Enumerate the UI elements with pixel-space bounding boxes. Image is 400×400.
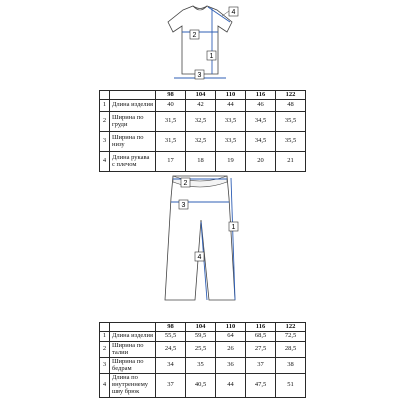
cell-value: 34,5: [246, 112, 276, 132]
cell-value: 40,5: [186, 374, 216, 398]
cell-value: 38: [276, 358, 306, 374]
marker-2: [190, 30, 199, 39]
row-number: 2: [100, 112, 110, 132]
marker-1: [229, 222, 238, 231]
table-header-row: [100, 323, 306, 332]
cell-value: 32,5: [186, 132, 216, 152]
table-row: [100, 358, 306, 374]
cell-value: 64: [216, 332, 246, 342]
cell-value: 33,5: [216, 112, 246, 132]
tshirt-size-table: [99, 90, 306, 172]
marker-4: [195, 252, 204, 261]
cell-value: 20: [246, 152, 276, 172]
cell-value: 34: [156, 358, 186, 374]
marker-3: [195, 70, 204, 79]
cell-value: 33,5: [216, 132, 246, 152]
svg-text:1: 1: [209, 53, 214, 60]
cell-value: 51: [276, 374, 306, 398]
size-header: 110: [216, 323, 246, 332]
cell-value: 72,5: [276, 332, 306, 342]
cell-value: 40: [156, 100, 186, 112]
pants-size-table: [99, 322, 306, 398]
marker-2: [181, 178, 190, 187]
svg-text:3: 3: [197, 72, 202, 79]
row-number: 1: [100, 100, 110, 112]
svg-text:3: 3: [181, 202, 186, 209]
cell-value: 35,5: [276, 132, 306, 152]
pants-outline: [165, 176, 235, 300]
svg-text:1: 1: [231, 224, 236, 231]
svg-text:2: 2: [192, 32, 197, 39]
cell-value: 48: [276, 100, 306, 112]
table-row: [100, 342, 306, 358]
marker-1: [207, 51, 216, 60]
marker-3: [179, 200, 188, 209]
table-row: [100, 374, 306, 398]
cell-value: 27,5: [246, 342, 276, 358]
table-header-row: [100, 91, 306, 100]
cell-value: 46: [246, 100, 276, 112]
row-label: Длина по внутреннему шву брюк: [110, 374, 156, 398]
table-row: [100, 100, 306, 112]
size-header: 104: [186, 323, 216, 332]
cell-value: 47,5: [246, 374, 276, 398]
cell-value: 35,5: [276, 112, 306, 132]
size-header: 116: [246, 323, 276, 332]
row-number: 3: [100, 358, 110, 374]
cell-value: 44: [216, 374, 246, 398]
cell-value: 21: [276, 152, 306, 172]
svg-text:2: 2: [183, 180, 188, 187]
tshirt-diagram: [150, 2, 250, 82]
cell-value: 55,5: [156, 332, 186, 342]
row-label: Ширина по низу: [110, 132, 156, 152]
cell-value: 24,5: [156, 342, 186, 358]
cell-value: 31,5: [156, 112, 186, 132]
cell-value: 42: [186, 100, 216, 112]
cell-value: 28,5: [276, 342, 306, 358]
row-number: 4: [100, 152, 110, 172]
cell-value: 26: [216, 342, 246, 358]
size-header: 104: [186, 91, 216, 100]
size-header: 98: [156, 323, 186, 332]
row-label: Длина изделия: [110, 100, 156, 112]
cell-value: 18: [186, 152, 216, 172]
cell-value: 44: [216, 100, 246, 112]
cell-value: 17: [156, 152, 186, 172]
cell-value: 34,5: [246, 132, 276, 152]
row-label: Ширина по талии: [110, 342, 156, 358]
cell-value: 37: [246, 358, 276, 374]
row-number: 4: [100, 374, 110, 398]
svg-text:4: 4: [197, 254, 202, 261]
table-row: [100, 132, 306, 152]
marker-4: [229, 7, 238, 16]
cell-value: 59,5: [186, 332, 216, 342]
cell-value: 37: [156, 374, 186, 398]
row-label: Ширина по груди: [110, 112, 156, 132]
table-row: [100, 332, 306, 342]
row-number: 2: [100, 342, 110, 358]
row-label: Ширина по бедрам: [110, 358, 156, 374]
size-header: 98: [156, 91, 186, 100]
row-number: 3: [100, 132, 110, 152]
cell-value: 36: [216, 358, 246, 374]
cell-value: 25,5: [186, 342, 216, 358]
cell-value: 35: [186, 358, 216, 374]
row-label: Длина рукава с плечом: [110, 152, 156, 172]
size-header: 122: [276, 91, 306, 100]
cell-value: 32,5: [186, 112, 216, 132]
pants-diagram: [155, 168, 245, 308]
row-label: Длина изделия: [110, 332, 156, 342]
svg-text:4: 4: [231, 9, 236, 16]
size-header: 116: [246, 91, 276, 100]
cell-value: 31,5: [156, 132, 186, 152]
size-header: 122: [276, 323, 306, 332]
row-number: 1: [100, 332, 110, 342]
size-header: 110: [216, 91, 246, 100]
cell-value: 68,5: [246, 332, 276, 342]
cell-value: 19: [216, 152, 246, 172]
tshirt-outline: [168, 6, 232, 74]
table-row: [100, 112, 306, 132]
